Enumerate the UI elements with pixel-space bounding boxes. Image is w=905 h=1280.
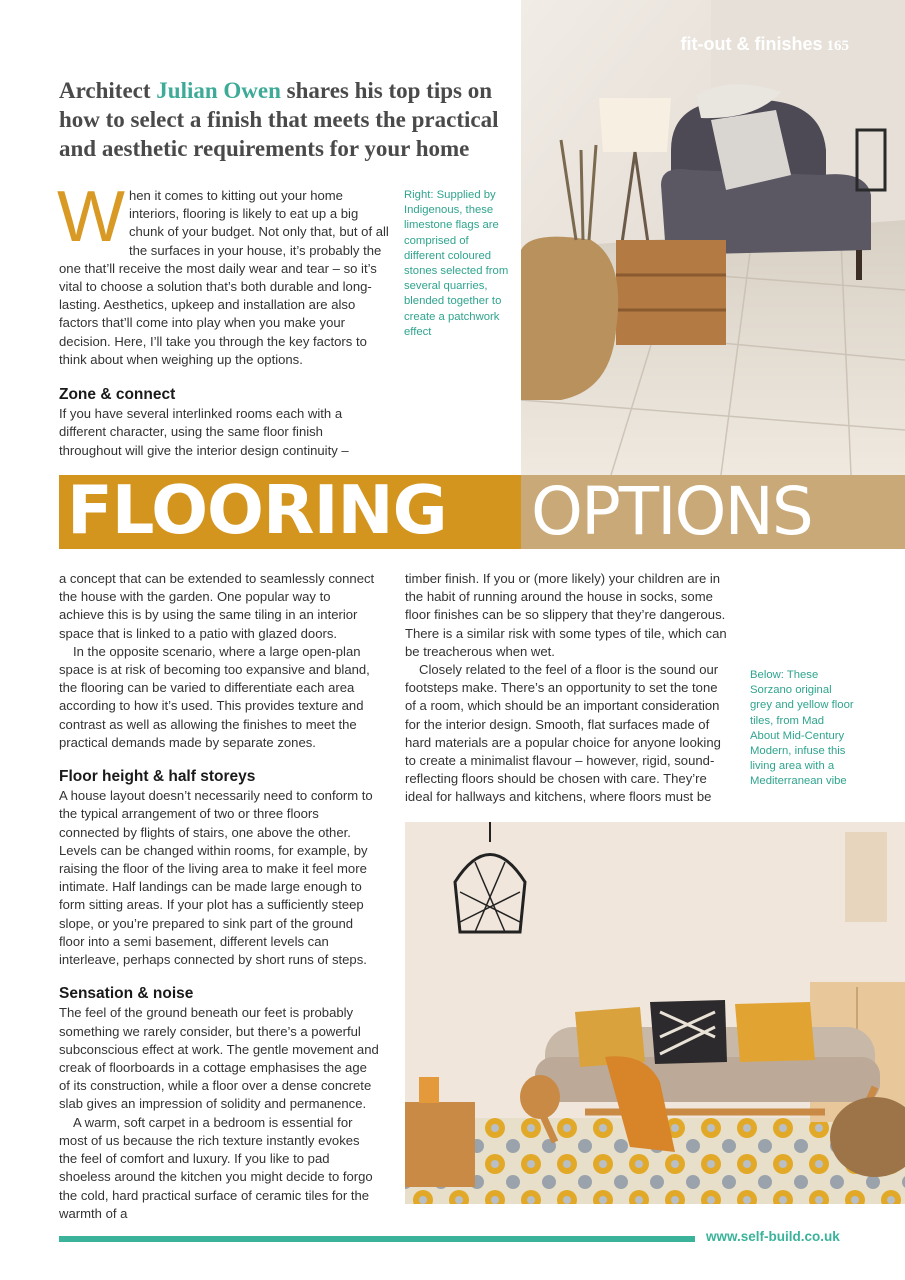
sensation-paragraph-1: The feel of the ground beneath our feet is probably something we rarely consider, but there’s a powerful subconscious effect at work. The gentle movement and creak of floorboards in a cottage emphasises the age of its construction, while a floor over a dense concrete slab gives an impression of solidity and permanence. — [59, 1005, 379, 1112]
author-name: Julian Owen — [156, 78, 281, 103]
zone-paragraph-continued: a concept that can be extended to seamlessly connect the house with the garden. One popular way to achieve this is by using the same tiling in an interior space that is linked to a patio with glazed doors. — [59, 571, 375, 641]
zone-paragraph-2: In the opposite scenario, where a large open-plan space is at risk of becoming too expansive and bland, the flooring can be varied to differentiate each area according to how it’s used. This provides texture and contrast as well as allowing the finishes to meet the practical demands made by separate zones. — [59, 643, 370, 750]
height-paragraph: A house layout doesn’t necessarily need to conform to the typical arrangement of two or three floors connected by flights of stairs, one above the other. Levels can be changed within rooms, for example, by raising the floor of the living area to make it feel more intimate. Half landings can be made large enough to form sitting areas. If your plot has a sufficiently steep slope, or you’re prepared to sink part of the ground floor into a semi basement, different levels can interleave, perhaps connected by short runs of steps. — [59, 788, 373, 968]
section-header — [681, 34, 850, 55]
footer-rule — [59, 1236, 695, 1242]
lead-text: hen it comes to kitting out your home interiors, flooring is likely to eat up a big chunk of your budget. Not only that, but of all the surfaces in your house, it’s probably the one that’ll receive the most daily wear and tear – so it’s vital to choose a solution that’s both durable and long-lasting. Aesthetics, upkeep and installation are also factors that’ll come into play when you make your decision. Here, I’ll take you through the key factors to think about when weighing up the options. — [59, 188, 389, 367]
zone-paragraph-start: If you have several interlinked rooms each with a different character, using the same floor finish throughout will give the interior design continuity – — [59, 406, 349, 458]
left-column — [59, 570, 379, 1223]
bottom-photo-sofa — [405, 822, 905, 1204]
lead-paragraph — [57, 177, 390, 369]
sofa-scene-illustration — [405, 822, 905, 1204]
page-number: 165 — [826, 38, 849, 54]
title-word-flooring: FLOORING — [67, 471, 447, 549]
subheading-zone: Zone & connect — [59, 386, 176, 403]
drop-cap: W — [57, 177, 125, 257]
sensation-paragraph-2: A warm, soft carpet in a bedroom is essential for most of us because the rich texture instantly evokes the feel of comfort and luxury. If you like to pad shoeless around the kitchen you might decide to forgo the cold, hard practical surface of ceramic tiles for the warmth of a — [59, 1114, 373, 1221]
subheading-floor-height: Floor height & half storeys — [59, 768, 256, 786]
standfirst-text-start: Architect — [59, 78, 157, 103]
section-title: fit-out & finishes — [680, 34, 823, 54]
sensation-paragraph-2-continued: timber finish. If you or (more likely) your children are in the habit of running around the house in socks, some floor finishes can be so slippery that they’re dangerous. There is a similar risk with some types of tile, which can be treacherous when wet. — [405, 571, 727, 659]
subheading-sensation: Sensation & noise — [59, 985, 194, 1003]
standfirst — [59, 76, 509, 163]
standfirst-text-end: shares his top tips on how to select a finish that meets the practical and aesthetic requirements for your home — [59, 78, 499, 161]
top-photo-armchair — [521, 0, 905, 475]
armchair-scene-illustration — [521, 0, 905, 475]
middle-column — [405, 570, 727, 807]
footer-website: www.self-build.co.uk — [706, 1229, 840, 1244]
zone-section-top — [59, 386, 359, 460]
caption-right: Right: Supplied by Indigenous, these limestone flags are comprised of different coloured stones selected from several quarries, blended together to create a patchwork effect — [404, 189, 509, 338]
title-word-options: OPTIONS — [531, 473, 812, 550]
title-banner — [59, 471, 905, 550]
caption-below: Below: These Sorzano original grey and yellow floor tiles, from Mad About Mid-Century Modern, infuse this living area with a Mediterranean vibe — [750, 669, 854, 788]
sensation-paragraph-3: Closely related to the feel of a floor is the sound our footsteps make. There’s an opportunity to set the tone of a room, which should be an important consideration for the interior design. Smooth, flat surfaces made of hard materials are a popular choice for anyone looking to create a minimalist flavour – however, rigid, sound-reflecting floors should be chosen with care. They’re ideal for hallways and kitchens, where floors must be — [405, 662, 721, 805]
